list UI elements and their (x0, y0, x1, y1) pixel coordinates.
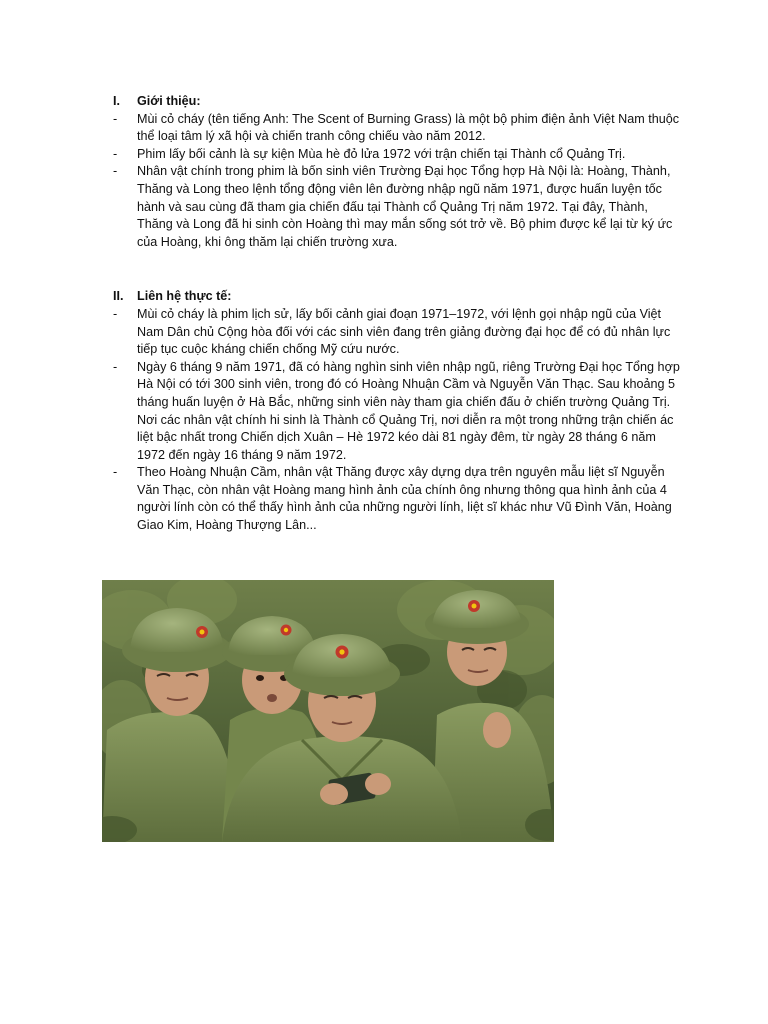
soldiers-photo-illustration (102, 580, 554, 842)
section-heading-text: Giới thiệu: (137, 94, 201, 108)
list-item-text: Nhân vật chính trong phim là bốn sinh viên Trường Đại học Tổng hợp Hà Nội là: Hoàng, Thành, Thăng và Long theo lệnh tổng động viên lên đường nhập ngũ năm 1971, được huấn luyện tốc hành và sau cùng đã tham gia chiến đấu tại Thành cổ Quảng Trị năm 1972. Tại đây, Thành, Thăng và Long đã hi sinh còn Hoàng thì may mắn sống sót trở về. Bộ phim được kể lại từ ký ức của Hoàng, khi ông thăm lại chiến trường xưa. (137, 164, 673, 249)
list-item-text: Phim lấy bối cảnh là sự kiện Mùa hè đỏ lửa 1972 với trận chiến tại Thành cổ Quảng Trị. (137, 146, 626, 161)
section-numeral: I. (113, 94, 120, 108)
list-item (113, 146, 683, 164)
section-real-world-connection (113, 288, 683, 534)
bullet-marker: - (113, 164, 118, 179)
bullet-marker: - (113, 465, 118, 480)
bullet-marker: - (113, 306, 118, 321)
bullet-marker: - (113, 146, 118, 161)
section-heading-text: Liên hệ thực tế: (137, 289, 232, 304)
document-body (113, 93, 683, 535)
list-item-text: Mùi cỏ cháy là phim lịch sử, lấy bối cảnh giai đoạn 1971–1972, với lệnh gọi nhập ngũ của Việt Nam Dân chủ Cộng hòa đối với các sinh viên đang trên giảng đường đại học để có đủ nhân lực tiếp tục cuộc kháng chiến chống Mỹ cứu nước. (137, 306, 671, 357)
list-item-text: Theo Hoàng Nhuận Cầm, nhân vật Thăng được xây dựng dựa trên nguyên mẫu liệt sĩ Nguyễn Văn Thạc, còn nhân vật Hoàng mang hình ảnh của chính ông nhưng thông qua hình ảnh của 4 người lính còn có thể thấy hình ảnh của những người lính, liệt sĩ khác như Vũ Đình Văn, Hoàng Giao Kim, Hoàng Thượng Lân... (137, 465, 672, 533)
list-item-text: Mùi cỏ cháy (tên tiếng Anh: The Scent of Burning Grass) là một bộ phim điện ảnh Việt Nam thuộc thể loại tâm lý xã hội và chiến tranh công chiếu vào năm 2012. (137, 111, 680, 144)
list-item (113, 111, 683, 146)
bullet-marker: - (113, 111, 118, 126)
soldiers-photo (102, 580, 554, 842)
list-item-text: Ngày 6 tháng 9 năm 1971, đã có hàng nghìn sinh viên nhập ngũ, riêng Trường Đại học Tổng hợp Hà Nội có tới 300 sinh viên, trong đó có Hoàng Nhuận Cầm và Nguyễn Văn Thạc. Sau khoảng 5 tháng huấn luyện ở Hà Bắc, những sinh viên này tham gia chiến đấu ở chiến trường Quảng Trị. Nơi các nhân vật chính hi sinh là Thành cổ Quảng Trị, nơi diễn ra một trong những trận chiến ác liệt bậc nhất trong Chiến dịch Xuân – Hè 1972 kéo dài 81 ngày đêm, từ ngày 28 tháng 6 năm 1972 đến ngày 16 tháng 9 năm 1972. (137, 359, 680, 462)
section-heading (113, 93, 683, 111)
list-item (113, 464, 683, 534)
section-numeral: II. (113, 289, 124, 304)
list-item (113, 359, 683, 465)
bullet-marker: - (113, 359, 118, 374)
section-heading (113, 288, 683, 306)
list-item (113, 163, 683, 251)
section-introduction (113, 93, 683, 251)
list-item (113, 306, 683, 359)
